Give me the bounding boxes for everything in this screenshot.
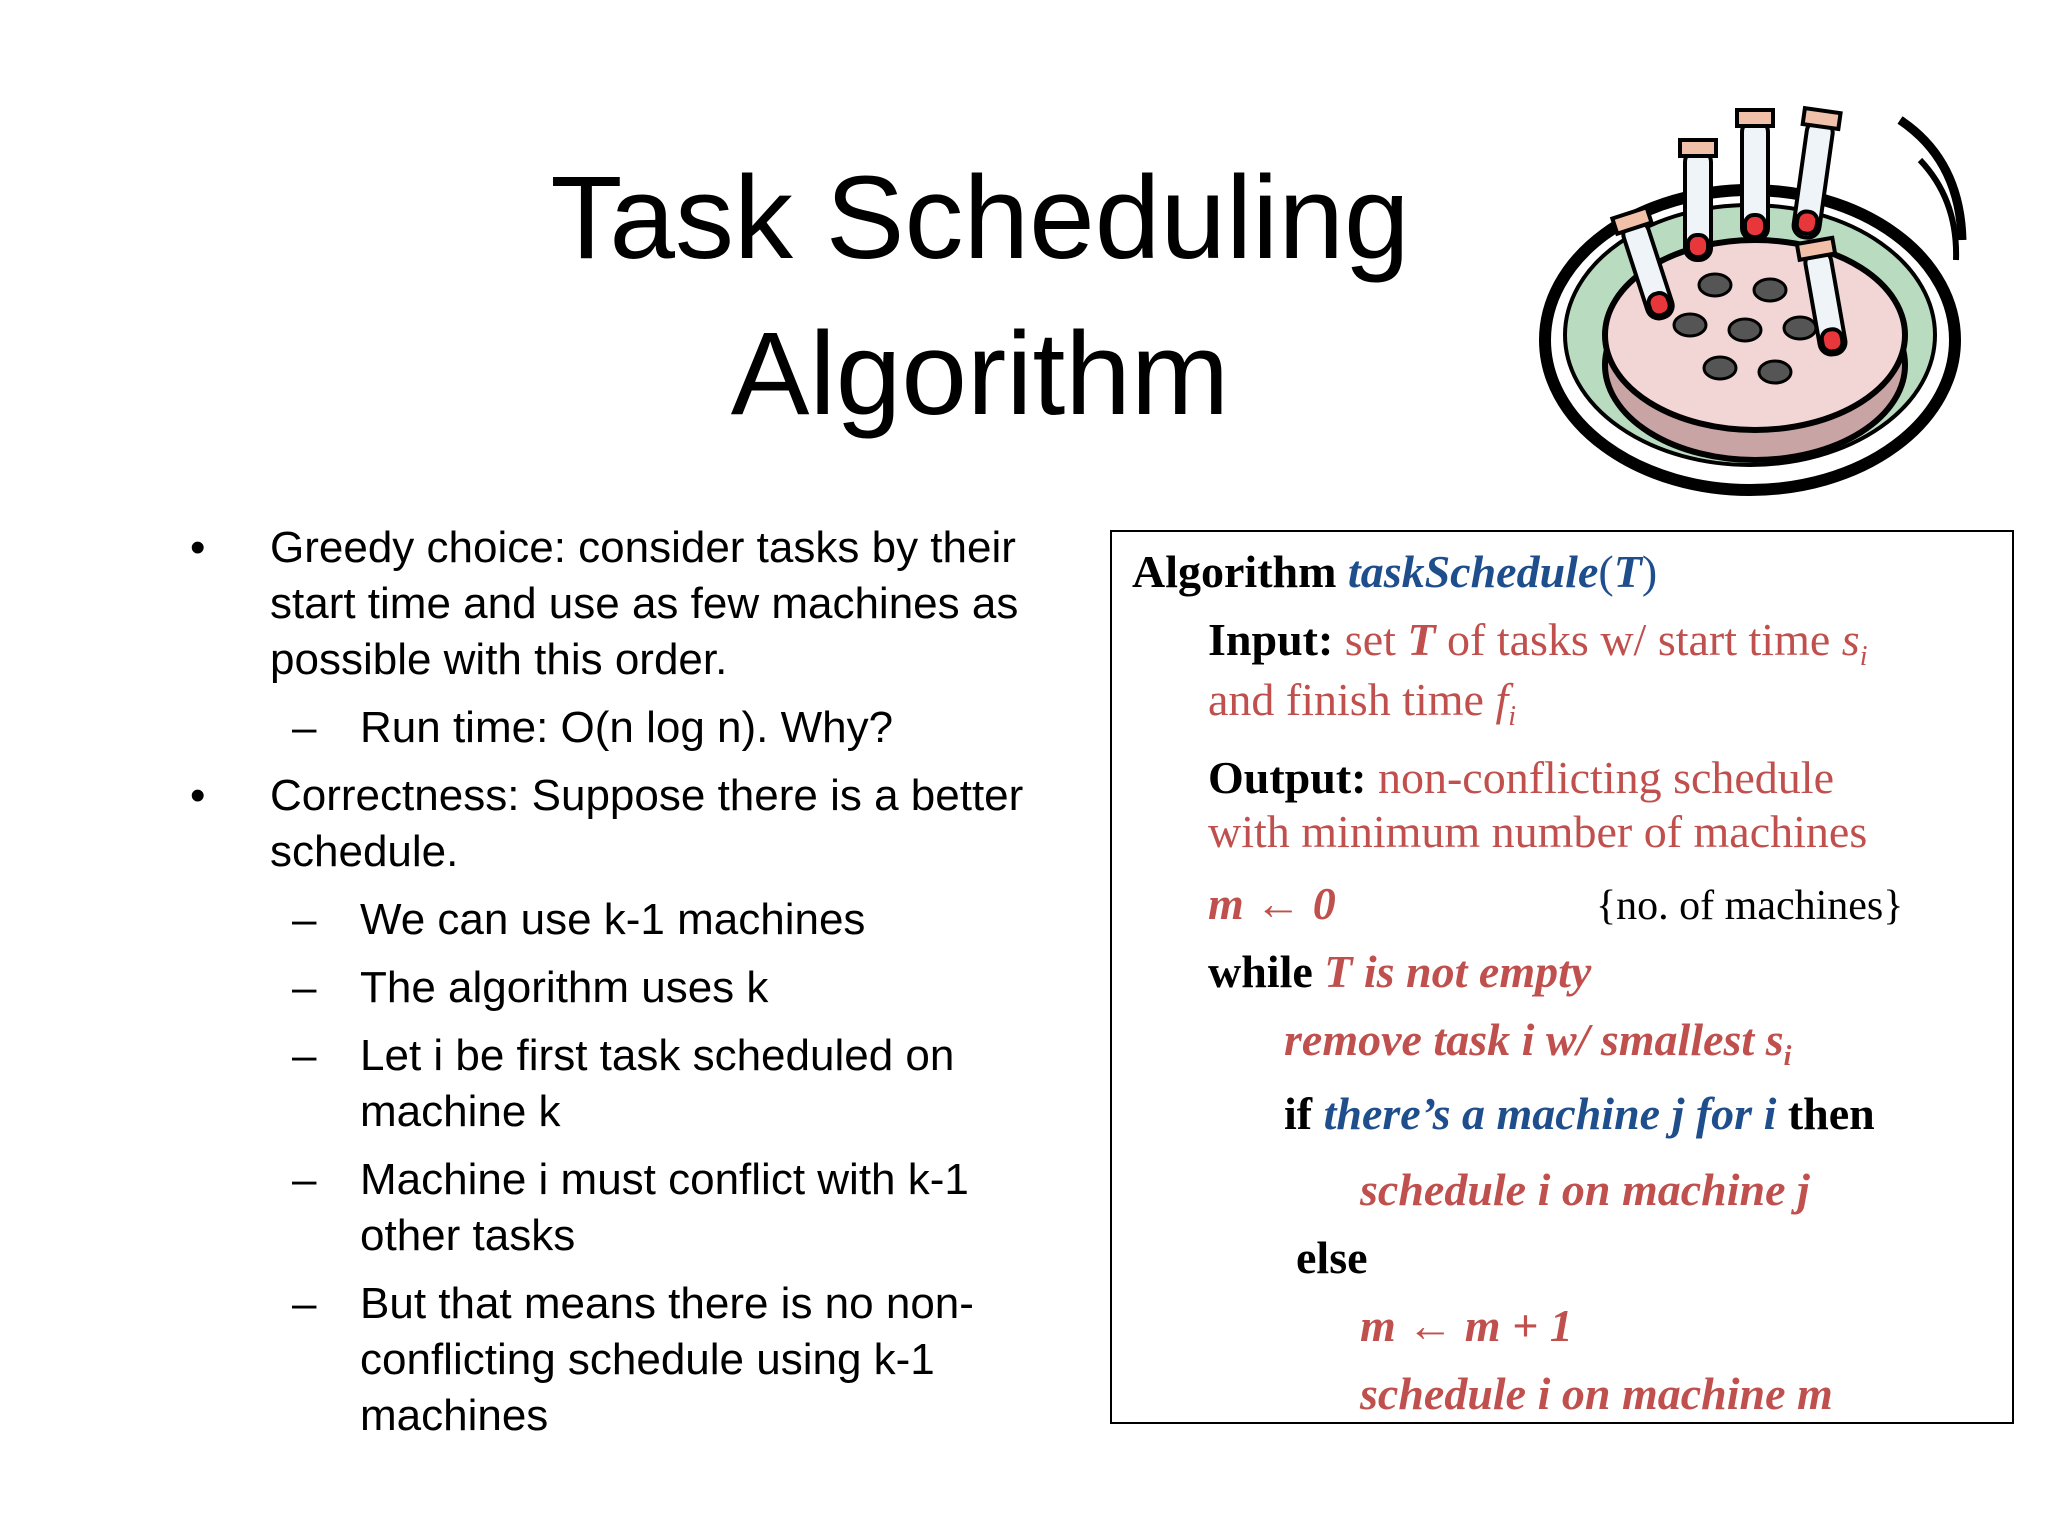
rack-hole <box>1699 274 1731 296</box>
dash-marker: – <box>292 1155 317 1204</box>
rack-hole <box>1784 317 1816 339</box>
if-keyword: if <box>1284 1088 1313 1139</box>
dash-marker: – <box>292 703 317 752</box>
rack-hole <box>1704 357 1736 379</box>
input-text-c: and finish time <box>1208 674 1484 725</box>
slide-title <box>420 140 1540 452</box>
input-set-T: T <box>1407 614 1436 665</box>
bullet-marker: • <box>190 771 206 820</box>
bullet-item <box>180 520 1080 688</box>
rack-hole <box>1754 279 1786 301</box>
algorithm-header <box>1132 544 1657 600</box>
remove-statement: remove task i w/ smallest s <box>1284 1014 1784 1065</box>
while-keyword: while <box>1208 946 1313 997</box>
output-text-a: non-conflicting schedule <box>1377 752 1835 803</box>
dash-marker: – <box>292 963 317 1012</box>
sub-bullet-text: Run time: O(n log n). Why? <box>360 703 894 752</box>
sub-bullet-item <box>180 892 1080 948</box>
increment-statement: m ← m + 1 <box>1360 1300 1573 1351</box>
output-keyword: Output: <box>1208 752 1367 803</box>
sub-bullet-text: Machine i must conflict with k-1 other tasks <box>360 1155 969 1260</box>
input-f: f <box>1495 674 1509 725</box>
algorithm-keyword: Algorithm <box>1132 546 1337 597</box>
dash-marker: – <box>292 895 317 944</box>
while-condition: T is not empty <box>1324 946 1592 997</box>
rack-hole <box>1759 361 1791 383</box>
bullet-text: Correctness: Suppose there is a better schedule. <box>270 771 1024 876</box>
else-keyword: else <box>1296 1232 1368 1283</box>
test-tube-rack-icon <box>1530 100 1970 500</box>
init-comment: {no. of machines} <box>1596 883 1904 929</box>
bullet-list <box>180 520 1080 1456</box>
algorithm-box <box>1110 530 2014 1424</box>
sub-bullet-text: But that means there is no non-conflicting schedule using k-1 machines <box>360 1279 974 1440</box>
while-line <box>1208 944 1591 1000</box>
input-keyword: Input: <box>1208 614 1334 665</box>
rack-hole <box>1729 319 1761 341</box>
title-line-1: Task Scheduling <box>550 152 1410 284</box>
rack-hole <box>1674 314 1706 336</box>
sub-bullet-item <box>180 1276 1080 1444</box>
if-condition: there’s a machine j for i <box>1323 1088 1777 1139</box>
paren-close: ) <box>1641 546 1658 597</box>
bullet-item <box>180 768 1080 880</box>
bullet-text: Greedy choice: consider tasks by their start time and use as few machines as possible with this order. <box>270 523 1019 684</box>
remove-sub: i <box>1783 1041 1792 1072</box>
title-line-2: Algorithm <box>730 308 1230 440</box>
sub-bullet-item <box>180 700 1080 756</box>
input-line-2 <box>1208 672 1516 745</box>
sub-bullet-item <box>180 1028 1080 1140</box>
bullet-marker: • <box>190 523 206 572</box>
sub-bullet-item <box>180 1152 1080 1264</box>
schedule-j-statement: schedule i on machine j <box>1360 1164 1810 1215</box>
input-s: s <box>1841 614 1860 665</box>
dash-marker: – <box>292 1031 317 1080</box>
if-line <box>1284 1086 1875 1142</box>
sub-bullet-text: The algorithm uses k <box>360 963 769 1012</box>
then-keyword: then <box>1787 1088 1875 1139</box>
input-text-b: of tasks w/ start time <box>1447 614 1831 665</box>
sub-bullet-item <box>180 960 1080 1016</box>
schedule-m-statement: schedule i on machine m <box>1360 1368 1833 1419</box>
remove-line <box>1284 1012 1791 1085</box>
algorithm-name: taskSchedule <box>1347 546 1599 597</box>
init-statement: m ← 0 <box>1208 878 1336 929</box>
dash-marker: – <box>292 1279 317 1328</box>
input-s-sub: i <box>1859 641 1868 672</box>
output-line-2: with minimum number of machines <box>1208 806 1868 857</box>
sub-bullet-text: We can use k-1 machines <box>360 895 866 944</box>
algorithm-param: T <box>1613 546 1642 597</box>
input-f-sub: i <box>1508 701 1517 732</box>
sub-bullet-text: Let i be first task scheduled on machine k <box>360 1031 955 1136</box>
paren-open: ( <box>1598 546 1614 597</box>
output-line <box>1208 750 1834 806</box>
input-text-a: set <box>1344 614 1396 665</box>
